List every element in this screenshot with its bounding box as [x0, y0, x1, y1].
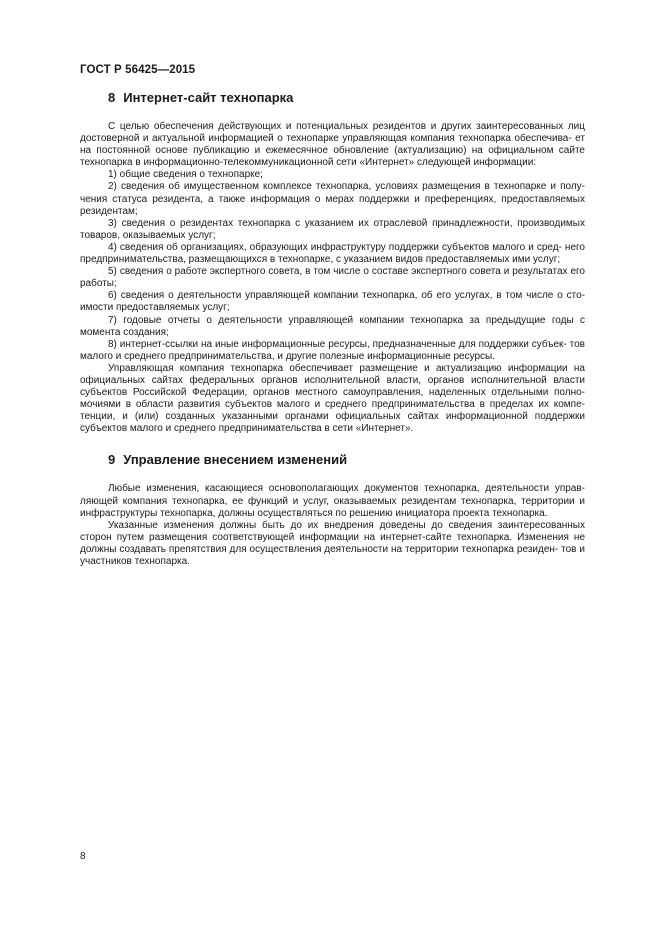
list-item: 2) сведения об имущественном комплексе технопарка, условиях размещения в технопарке и полу- чения статуса резидента, а также информация о мерах поддержки и преференциях, предоставляемых резидентам; [80, 181, 585, 217]
section-heading [108, 452, 585, 467]
section-number: 9 [108, 452, 116, 468]
list-item: 8) интернет-ссылки на иные информационные ресурсы, предназначенные для поддержки субъек- тов малого и среднего предпринимательства, и другие полезные информационные ресурсы. [80, 338, 585, 362]
list-item: 6) сведения о деятельности управляющей компании технопарка, об его услугах, в том числе о сто- имости предоставляемых услуг; [80, 290, 585, 314]
document-header: ГОСТ Р 56425—2015 [80, 64, 196, 76]
document-body [80, 90, 585, 568]
paragraph: Указанные изменения должны быть до их внедрения доведены до сведения заинтересованных сторон путем размещения соответствующей информации на интернет-сайте технопарка. Изменения не должны создавать препятствия для осуществления деятельности на территории технопарка резиден- тов и участников технопарка. [80, 519, 585, 567]
paragraph: Любые изменения, касающиеся основополагающих документов технопарка, деятельности управ- ляющей компания технопарка, ее функций и услуг, оказываемых резидентам технопарка, территории и инфраструктуры технопарка, должны осуществляться по решению инициатора проекта технопарка. [80, 483, 585, 519]
paragraph: Управляющая компания технопарка обеспечивает размещение и актуализацию информации на официальных сайтах федеральных органов исполнительной власти, органов исполнительной власти субъектов Российской Федерации, органов местного самоуправления, наделенных отдельными полно- мочиями в области развития субъектов малого и среднего предпринимательства в пределах их компе- тенции, и (или) созданных указанными органами официальных сайтах информационной поддержки субъектов малого и среднего предпринимательства в сети «Интернет». [80, 362, 585, 435]
section-8 [80, 90, 585, 435]
section-number: 8 [108, 90, 116, 105]
list-item: 1) общие сведения о технопарке; [108, 169, 263, 181]
section-9 [80, 452, 585, 568]
section-title: Управление внесением изменений [123, 452, 348, 468]
list-item: 3) сведения о резидентах технопарка с указанием их отраслевой принадлежности, производимых товаров, оказываемых услуг; [80, 217, 585, 241]
list-item: 7) годовые отчеты о деятельности управляющей компании технопарка за предыдущие годы с момента создания; [80, 314, 585, 338]
section-title: Интернет-сайт технопарка [123, 90, 294, 105]
section-heading [108, 90, 585, 105]
paragraph: С целью обеспечения действующих и потенциальных резидентов и других заинтересованных лиц достоверной и актуальной информацией о технопарке управляющая компания технопарка обеспечива- ет на постоянной основе публикацию и ежемесячное обновление (актуализацию) на официальном сайте технопарка в информационно-телекоммуникационной сети «Интернет» следующей информации: [80, 121, 585, 169]
list-item: 4) сведения об организациях, образующих инфраструктуру поддержки субъектов малого и сред- него предпринимательства, размещающихся в технопарке, с указанием видов предоставляемых ими услуг; [80, 241, 585, 266]
page-number: 8 [80, 851, 86, 862]
list-item: 5) сведения о работе экспертного совета, в том числе о составе экспертного совета и результатах его работы; [80, 266, 585, 290]
